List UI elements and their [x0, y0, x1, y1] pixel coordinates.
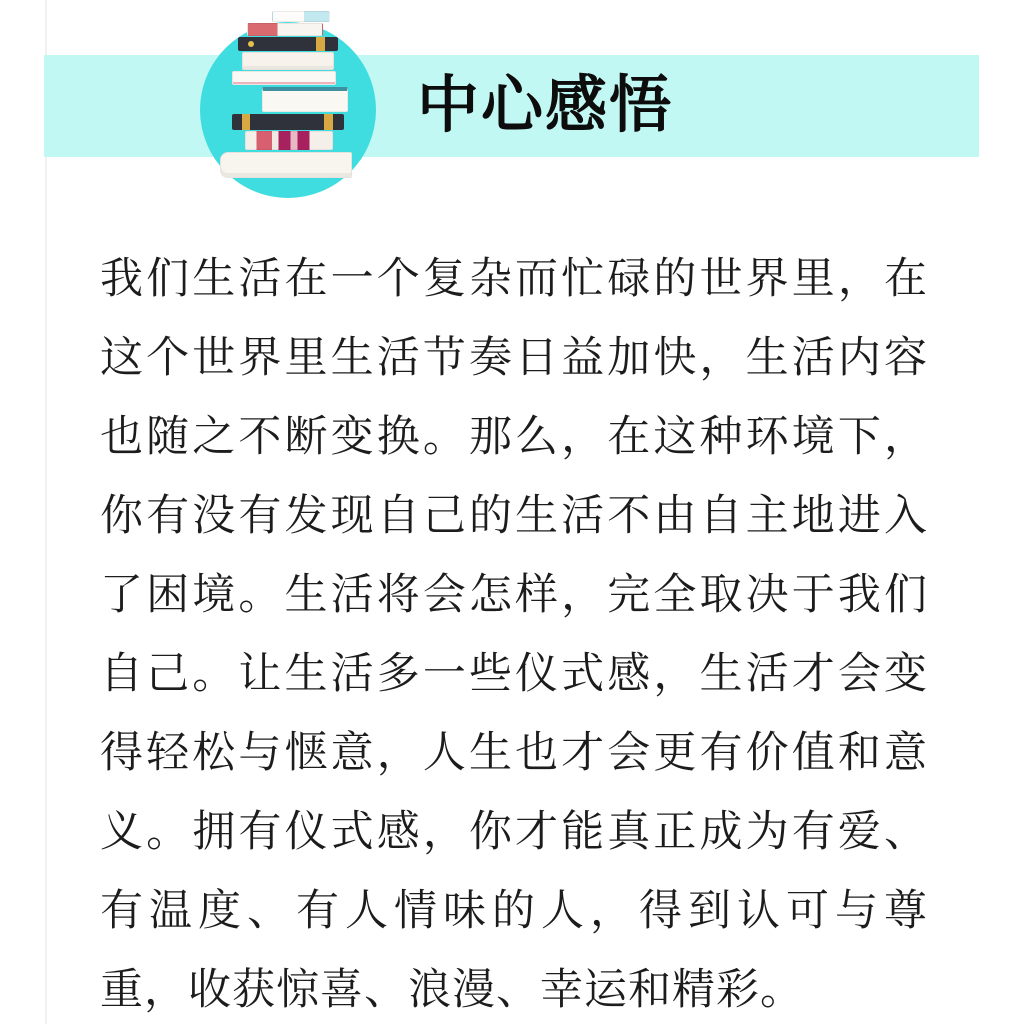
- book-dark-dot: [238, 37, 338, 51]
- page-title: 中心感悟: [417, 72, 674, 140]
- book-clasp-dot: [248, 41, 254, 47]
- book-crimson-wrapped: [245, 131, 333, 150]
- book-stack-icon: [200, 22, 376, 198]
- book-thin-white: [232, 71, 336, 85]
- body-paragraph: 我们生活在一个复杂而忙碌的世界里，在这个世界里生活节奏日益加快，生活内容也随之不断变换。那么，在这种环境下，你有没有发现自己的生活不由自主地进入了困境。生活将会怎样，完全取决于我们自己。让生活多一些仪式感，生活才会变得轻松与惬意，人生也才会更有价值和意义。拥有仪式感，你才能真正成为有爱、有温度、有人情味的人，得到认可与尊重，收获惊喜、浪漫、幸运和精彩。: [100, 256, 928, 1014]
- book-bottom-large: [220, 152, 352, 178]
- header-banner: [44, 55, 979, 157]
- book-red-spine: [247, 23, 323, 36]
- book-teal-top: [262, 87, 348, 112]
- book-stack-illustration: [200, 22, 376, 198]
- book-top-cyan: [272, 11, 330, 22]
- book-cream: [242, 52, 334, 70]
- book-dark-gold-bands: [232, 114, 344, 130]
